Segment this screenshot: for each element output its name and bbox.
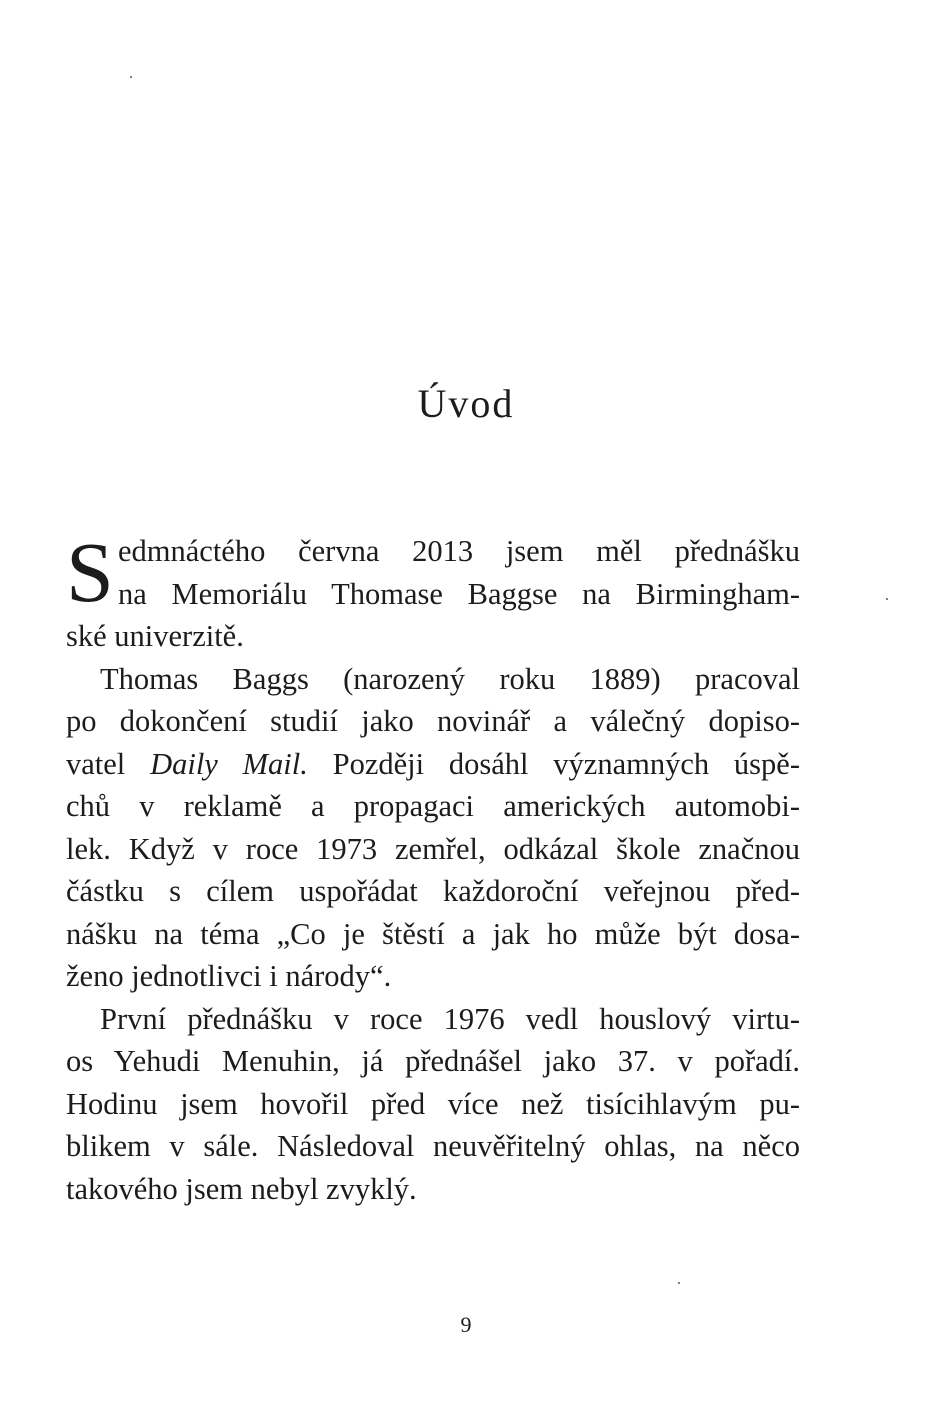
chapter-title: Úvod: [417, 381, 515, 426]
paragraph-1-line-2: na Memoriálu Thomase Baggse na Birmingham-: [118, 576, 800, 611]
paragraph-1-line-1: edmnáctého června 2013 jsem měl přednášku: [118, 534, 800, 568]
scan-speck: [130, 76, 132, 78]
text-run: Později dosáhl významných úspě-: [307, 746, 800, 781]
text-run: vatel: [66, 746, 151, 781]
paragraph-2-line-2: po dokončení studií jako novinář a válečný dopiso-: [66, 704, 800, 738]
paragraph-3-line-5: takového jsem nebyl zvyklý.: [66, 1171, 417, 1206]
paragraph-2-line-1: Thomas Baggs (narozený roku 1889) pracoval: [100, 661, 800, 696]
paragraph-3-line-2: os Yehudi Menuhin, já přednášel jako 37. v pořadí.: [66, 1044, 800, 1078]
paragraph-2-line-7: nášku na téma „Co je štěstí a jak ho může být dosa-: [66, 916, 800, 951]
paragraph-3-line-3: Hodinu jsem hovořil před více než tisícihlavým pu-: [66, 1086, 800, 1121]
page-number: 9: [460, 1312, 472, 1337]
scan-speck: [886, 598, 888, 600]
paragraph-1: [66, 524, 800, 658]
drop-cap: S: [66, 524, 114, 620]
paragraph-3-line-4: blikem v sále. Následoval neuvěřitelný ohlas, na něco: [66, 1129, 800, 1163]
paragraph-2-line-8: ženo jednotlivci i národy“.: [66, 959, 392, 993]
paragraph-2: [66, 658, 800, 998]
scan-speck: [678, 1282, 680, 1284]
paragraph-2-line-3: [66, 743, 800, 786]
body-text: [66, 524, 800, 1210]
paragraph-3-line-1: První přednášku v roce 1976 vedl houslový virtu-: [100, 1001, 800, 1036]
paragraph-2-line-5: lek. Když v roce 1973 zemřel, odkázal škole značnou: [66, 831, 800, 866]
paragraph-2-line-4: chů v reklamě a propagaci amerických automobi-: [66, 789, 800, 823]
paragraph-1-line-3: ské univerzitě.: [66, 619, 244, 653]
paragraph-2-line-6: částku s cílem uspořádat každoroční veřejnou před-: [66, 874, 800, 908]
newspaper-title: Daily Mail.: [150, 746, 308, 781]
paragraph-3: [66, 998, 800, 1211]
